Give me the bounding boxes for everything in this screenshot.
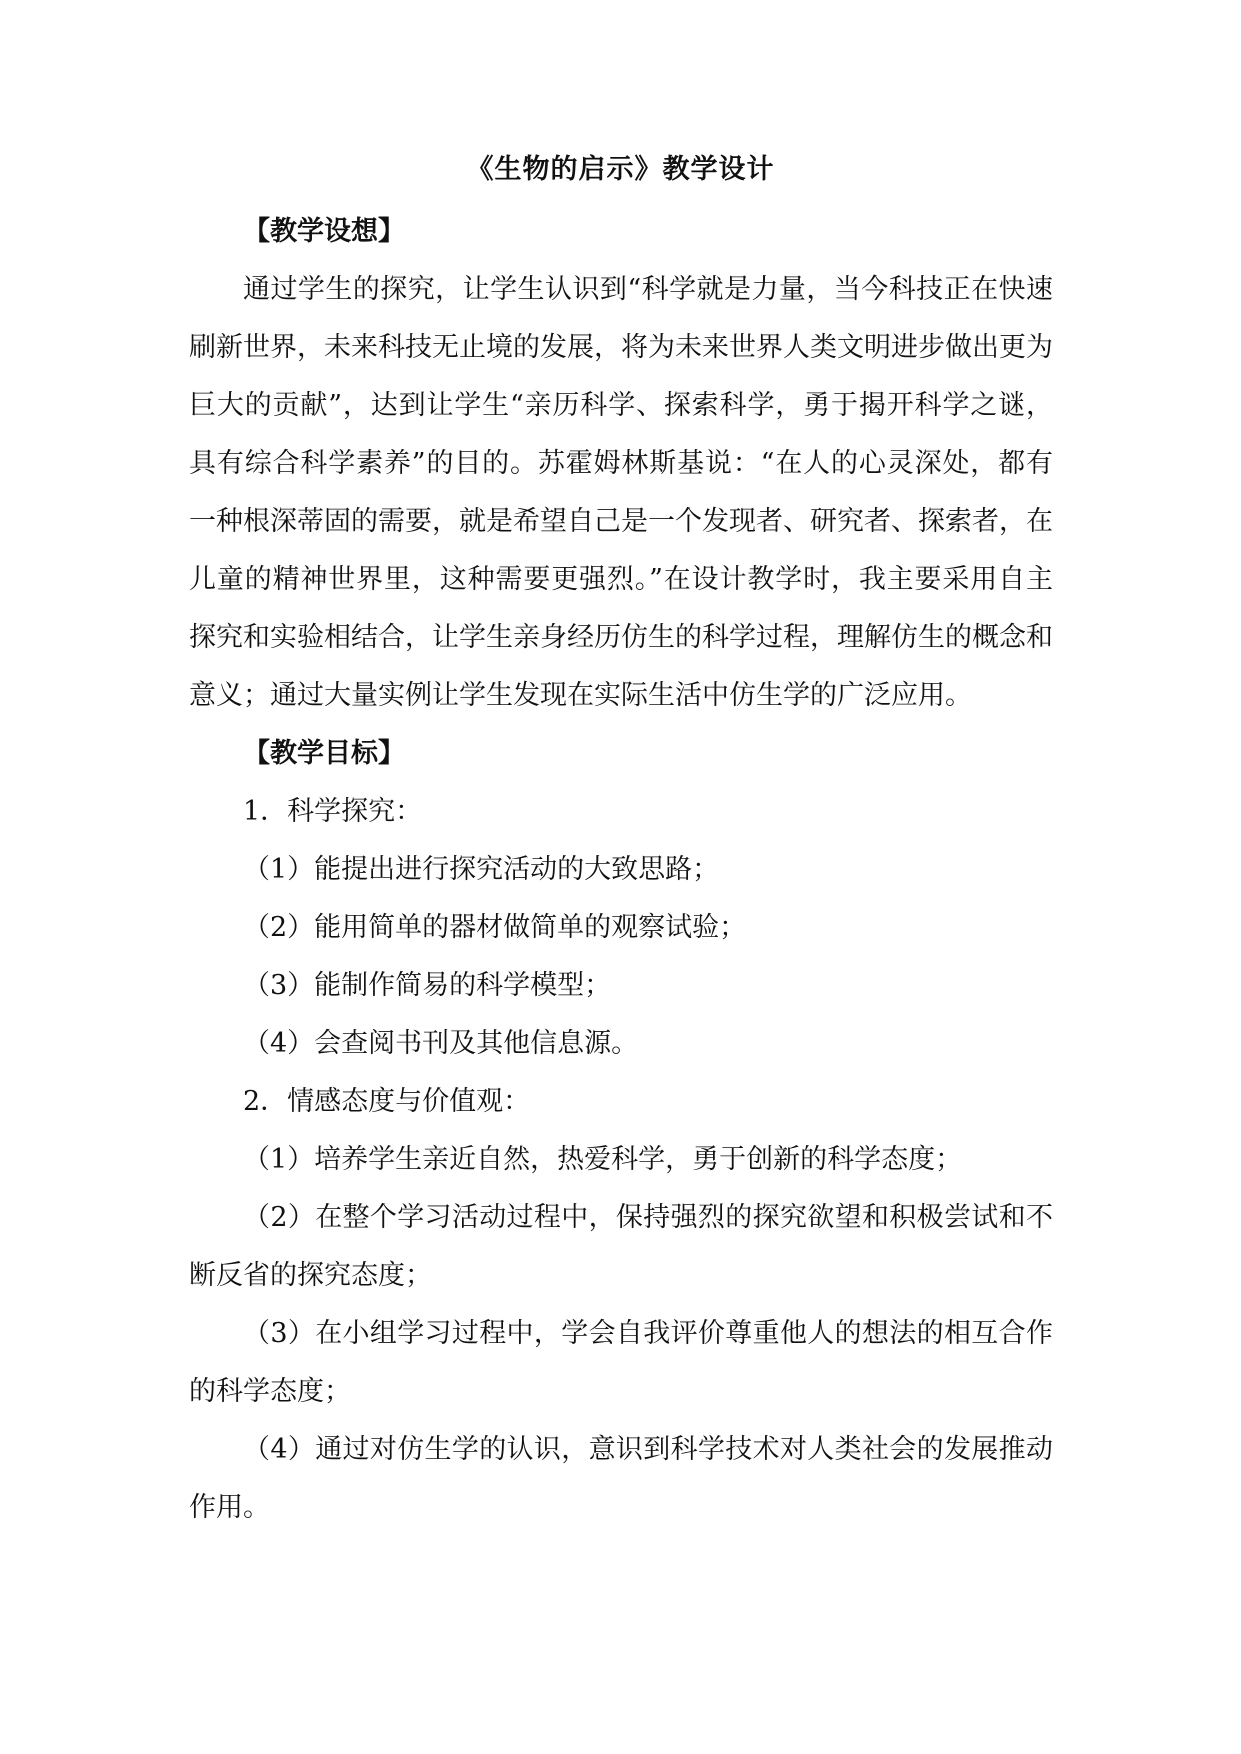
goal-1-item: （3）能制作简易的科学模型； bbox=[243, 970, 612, 1001]
goal-1-item: （2）能用简单的器材做简单的观察试验； bbox=[243, 912, 747, 943]
section-heading-teaching-goals: 【教学目标】 bbox=[243, 738, 405, 769]
document-title: 《生物的启示》教学设计 bbox=[466, 154, 775, 185]
teaching-concept-paragraph: 通过学生的探究，让学生认识到“科学就是力量，当今科技正在快速刷新世界，未来科技无止境的发展，将为未来世界人类文明进步做出更为巨大的贡献”，达到让学生“亲历科学、探索科学，勇于揭开科学之谜，具有综合科学素养”的目的。苏霍姆林斯基说：“在人的心灵深处，都有一种根深蒂固的需要，就是希望自己是一个发现者、研究者、探索者，在儿童的精神世界里，这种需要更强烈。”在设计教学时，我主要采用自主探究和实验相结合，让学生亲身经历仿生的科学过程，理解仿生的概念和意义；通过大量实例让学生发现在实际生活中仿生学的广泛应用。 bbox=[189, 274, 1053, 711]
goal-2-item: （1）培养学生亲近自然，热爱科学，勇于创新的科学态度； bbox=[243, 1144, 963, 1175]
goal-2-item: （4）通过对仿生学的认识，意识到科学技术对人类社会的发展推动作用。 bbox=[189, 1434, 1053, 1523]
document-body bbox=[189, 203, 1053, 1537]
section-heading-teaching-concept: 【教学设想】 bbox=[243, 216, 405, 247]
goal-2-title: 2．情感态度与价值观： bbox=[243, 1086, 531, 1117]
goal-1-item: （4）会查阅书刊及其他信息源。 bbox=[243, 1028, 639, 1059]
goal-2-item: （3）在小组学习过程中，学会自我评价尊重他人的想法的相互合作的科学态度； bbox=[189, 1318, 1053, 1407]
goal-2-item: （2）在整个学习活动过程中，保持强烈的探究欲望和积极尝试和不断反省的探究态度； bbox=[189, 1202, 1053, 1291]
goal-1-item: （1）能提出进行探究活动的大致思路； bbox=[243, 854, 720, 885]
goal-1-title: 1．科学探究： bbox=[243, 796, 423, 827]
